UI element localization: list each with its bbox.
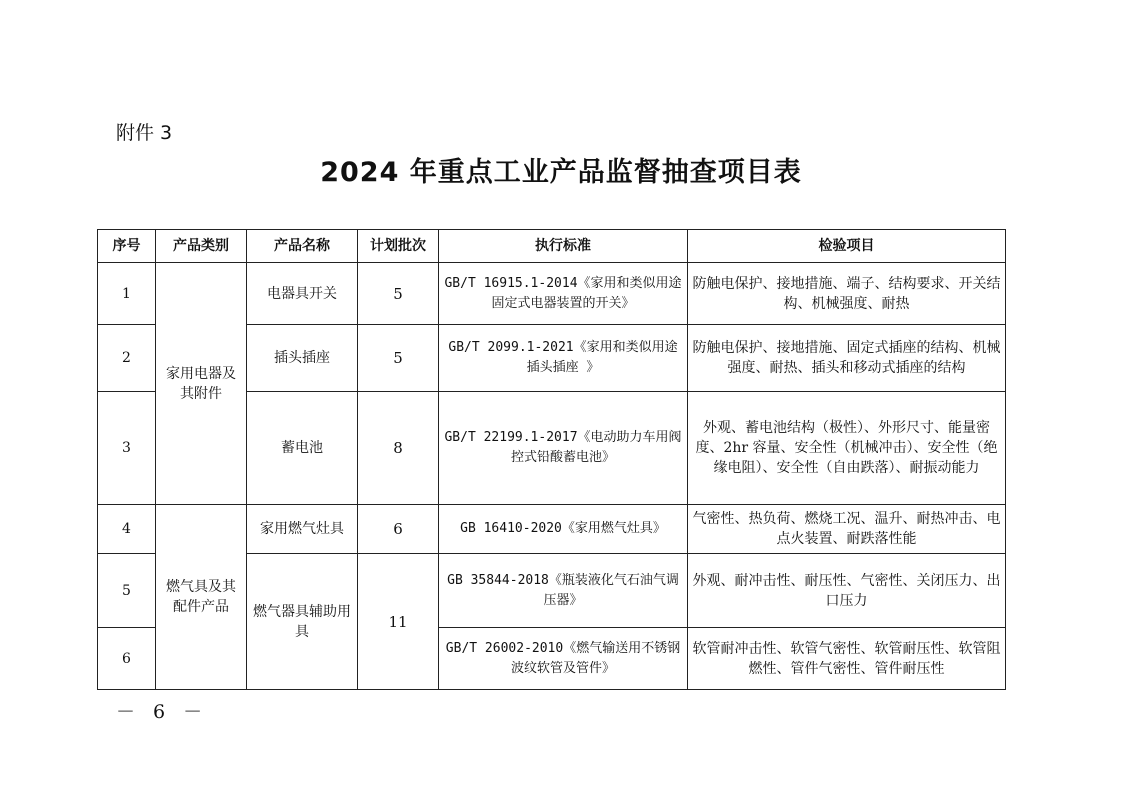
header-inspection-items: 检验项目 — [688, 230, 1006, 263]
product-name-cell: 蓄电池 — [247, 392, 358, 505]
row-number: 6 — [98, 628, 156, 690]
inspection-items-cell: 软管耐冲击性、软管气密性、软管耐压性、软管阻燃性、管件气密性、管件耐压性 — [688, 628, 1006, 690]
batch-count-cell: 6 — [358, 505, 439, 554]
header-standard: 执行标准 — [439, 230, 688, 263]
batch-count-cell: 8 — [358, 392, 439, 505]
batch-count-cell: 11 — [358, 554, 439, 690]
table-header-row — [98, 230, 1006, 263]
standard-cell: GB/T 26002-2010《燃气输送用不锈钢波纹软管及管件》 — [439, 628, 688, 690]
standard-cell: GB/T 22199.1-2017《电动助力车用阀控式铅酸蓄电池》 — [439, 392, 688, 505]
product-name-cell: 电器具开关 — [247, 263, 358, 325]
standard-cell: GB/T 16915.1-2014《家用和类似用途固定式电器装置的开关》 — [439, 263, 688, 325]
inspection-items-cell: 气密性、热负荷、燃烧工况、温升、耐热冲击、电点火装置、耐跌落性能 — [688, 505, 1006, 554]
category-cell: 燃气具及其配件产品 — [156, 505, 247, 690]
page-number: － 6 － — [116, 701, 209, 723]
standard-cell: GB 35844-2018《瓶装液化气石油气调压器》 — [439, 554, 688, 628]
document-title: 2024 年重点工业产品监督抽查项目表 — [320, 157, 802, 188]
row-number: 5 — [98, 554, 156, 628]
row-number: 3 — [98, 392, 156, 505]
header-category: 产品类别 — [156, 230, 247, 263]
category-cell: 家用电器及其附件 — [156, 263, 247, 505]
batch-count-cell: 5 — [358, 325, 439, 392]
attachment-label: 附件 3 — [116, 122, 173, 144]
table-row — [98, 263, 1006, 325]
row-number: 4 — [98, 505, 156, 554]
batch-count-cell: 5 — [358, 263, 439, 325]
inspection-items-cell: 防触电保护、接地措施、固定式插座的结构、机械强度、耐热、插头和移动式插座的结构 — [688, 325, 1006, 392]
standard-cell: GB 16410-2020《家用燃气灶具》 — [439, 505, 688, 554]
inspection-items-cell: 外观、蓄电池结构（极性）、外形尺寸、能量密度、2hr 容量、安全性（机械冲击）、安全性（绝缘电阻）、安全性（自由跌落）、耐振动能力 — [688, 392, 1006, 505]
row-number: 2 — [98, 325, 156, 392]
inspection-table — [97, 229, 1006, 690]
product-name-cell: 燃气器具辅助用具 — [247, 554, 358, 690]
inspection-items-cell: 外观、耐冲击性、耐压性、气密性、关闭压力、出口压力 — [688, 554, 1006, 628]
table-row — [98, 505, 1006, 554]
header-product-name: 产品名称 — [247, 230, 358, 263]
inspection-items-cell: 防触电保护、接地措施、端子、结构要求、开关结构、机械强度、耐热 — [688, 263, 1006, 325]
row-number: 1 — [98, 263, 156, 325]
product-name-cell: 家用燃气灶具 — [247, 505, 358, 554]
header-no: 序号 — [98, 230, 156, 263]
standard-cell: GB/T 2099.1-2021《家用和类似用途插头插座 》 — [439, 325, 688, 392]
product-name-cell: 插头插座 — [247, 325, 358, 392]
header-planned-batches: 计划批次 — [358, 230, 439, 263]
